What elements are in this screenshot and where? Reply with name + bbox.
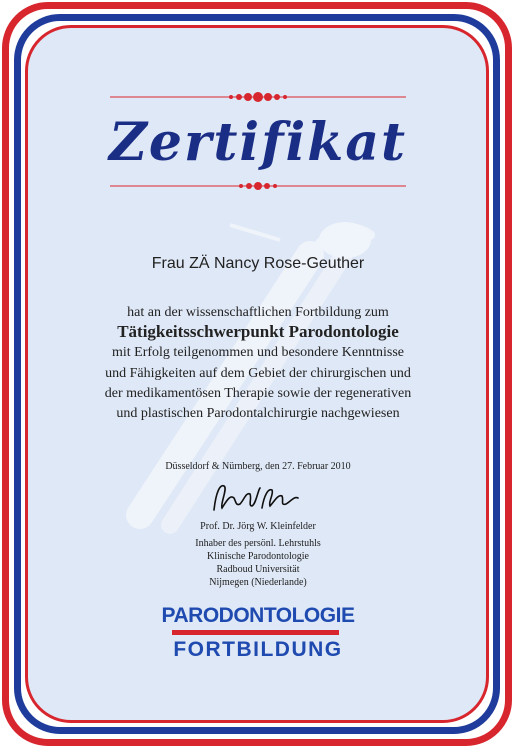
signatory-name: Prof. Dr. Jörg W. Kleinfelder (200, 521, 316, 532)
bottom-ornament (0, 179, 516, 193)
certificate-title: Zertifikat (108, 112, 408, 173)
body-line-6: und plastischen Parodontalchirurgie nachgewiesen (116, 406, 400, 421)
recipient-name: Frau ZÄ Nancy Rose-Geuther (151, 255, 365, 272)
logo-fortbildung: FORTBILDUNG (173, 638, 343, 661)
signatory-role-3: Radboud Universität (216, 564, 300, 575)
course-subject: Tätigkeitsschwerpunkt Parodontologie (117, 322, 399, 341)
signatory-role-4: Nijmegen (Niederlande) (209, 577, 307, 588)
body-line-1: hat an der wissenschaftlichen Fortbildung zum (127, 305, 389, 320)
signatory-role-1: Inhaber des persönl. Lehrstuhls (195, 538, 321, 549)
place-date: Düsseldorf & Nürnberg, den 27. Februar 2010 (165, 461, 351, 472)
handwritten-signature (206, 480, 306, 516)
body-line-5: der medikamentösen Therapie sowie der regenerativen (104, 386, 412, 401)
top-ornament (0, 90, 516, 104)
body-line-4: und Fähigkeiten auf dem Gebiet der chirurgischen und (105, 366, 411, 381)
signatory-role-2: Klinische Parodontologie (207, 551, 309, 562)
body-line-3: mit Erfolg teilgenommen und besondere Kenntnisse (112, 345, 404, 360)
logo-parodontologie: PARODONTOLOGIE (161, 604, 355, 627)
logo-divider-bar (172, 630, 339, 635)
